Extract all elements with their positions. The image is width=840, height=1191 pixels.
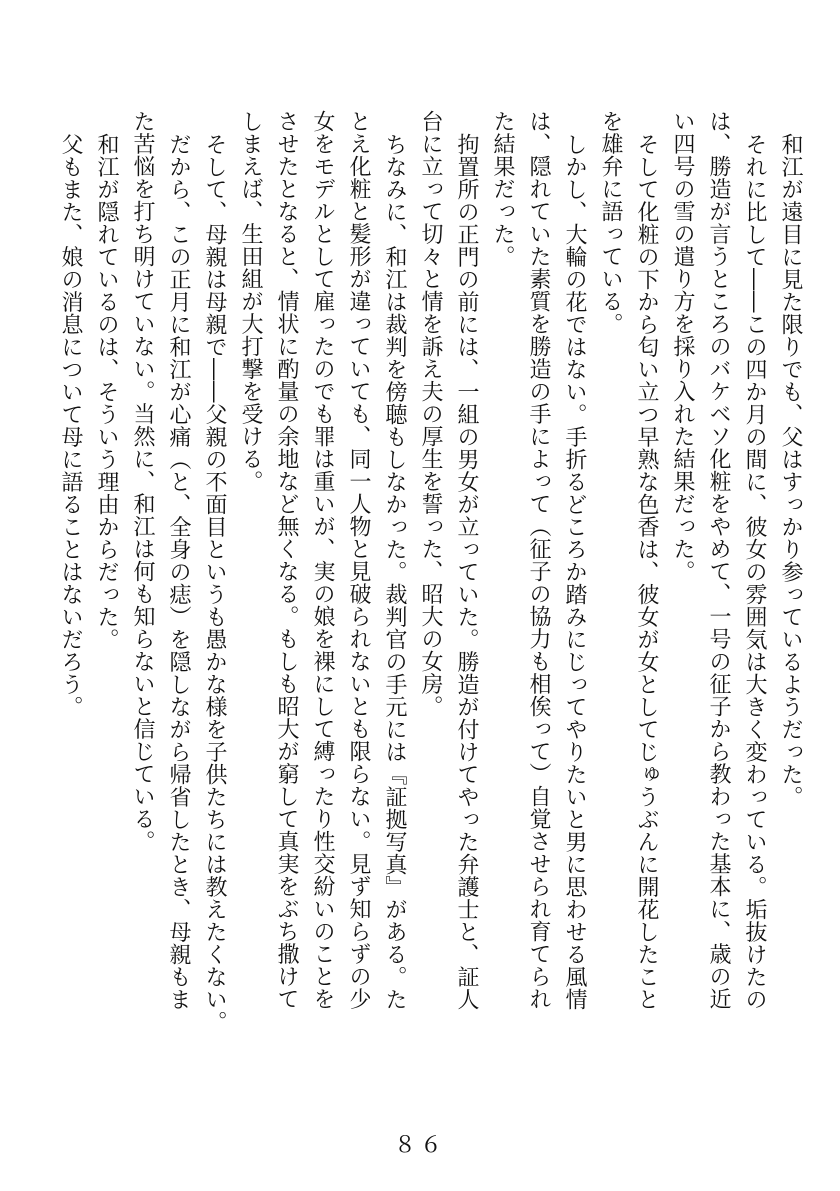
text-column: は、勝造が言うところのバケベソ化粧をやめて、一号の征子から教わった基本に、歳の近 [706, 110, 731, 1010]
text-column: 和江が隠れているのは、そういう理由からだった。 [94, 133, 119, 651]
text-column: とえ化粧と髪形が違っていても、同一人物と見破られないとも限らない。見ず知らずの少 [346, 110, 371, 1010]
text-column: 女をモデルとして雇ったのでも罪は重いが、実の娘を裸にして縛ったり性交紛いのことを [310, 110, 335, 1010]
text-column: しかし、大輪の花ではない。手折るどころか踏みにじってやりたいと男に思わせる風情 [562, 133, 587, 1011]
text-column: そして、母親は母親で――父親の不面目というも愚かな様を子供たちには教えたくない。 [202, 133, 227, 1033]
text-column: させたとなると、情状に酌量の余地など無くなる。もしも昭大が窮して真実をぶち撒けて [274, 110, 299, 1010]
text-column: そして化粧の下から匂い立つ早熟な色香は、彼女が女としてじゅうぶんに開花したこと [634, 133, 659, 1011]
page-number: ８６ [393, 1133, 446, 1158]
text-column: た結果だった。 [490, 110, 515, 268]
text-column: は、隠れていた素質を勝造の手によって（征子の協力も相俟って）自覚させられ育てられ [526, 110, 551, 1010]
vertical-text-body [52, 110, 808, 1033]
text-column: 父もまた、娘の消息について母に語ることはないだろう。 [58, 133, 83, 718]
text-column: ちなみに、和江は裁判を傍聴もしなかった。裁判官の手元には『証拠写真』がある。た [382, 133, 407, 1011]
text-column: た苦悩を打ち明けていない。当然に、和江は何も知らないと信じている。 [130, 110, 155, 853]
text-column: しまえば、生田組が大打撃を受ける。 [238, 110, 263, 493]
text-column: い四号の雪の遣り方を採り入れた結果だった。 [670, 110, 695, 583]
text-column: それに比して――この四か月の間に、彼女の雰囲気は大きく変わっている。垢抜けたの [742, 133, 767, 1011]
text-column: を雄弁に語っている。 [598, 110, 623, 335]
text-column: だから、この正月に和江が心痛（と、全身の痣）を隠しながら帰省したとき、母親もま [166, 133, 191, 1011]
text-column: 和江が遠目に見た限りでも、父はすっかり参っているようだった。 [778, 133, 803, 808]
text-column: 拘置所の正門の前には、一組の男女が立っていた。勝造が付けてやった弁護士と、証人 [454, 133, 479, 1011]
text-column: 台に立って切々と情を訴え夫の厚生を誓った、昭大の女房。 [418, 110, 443, 718]
